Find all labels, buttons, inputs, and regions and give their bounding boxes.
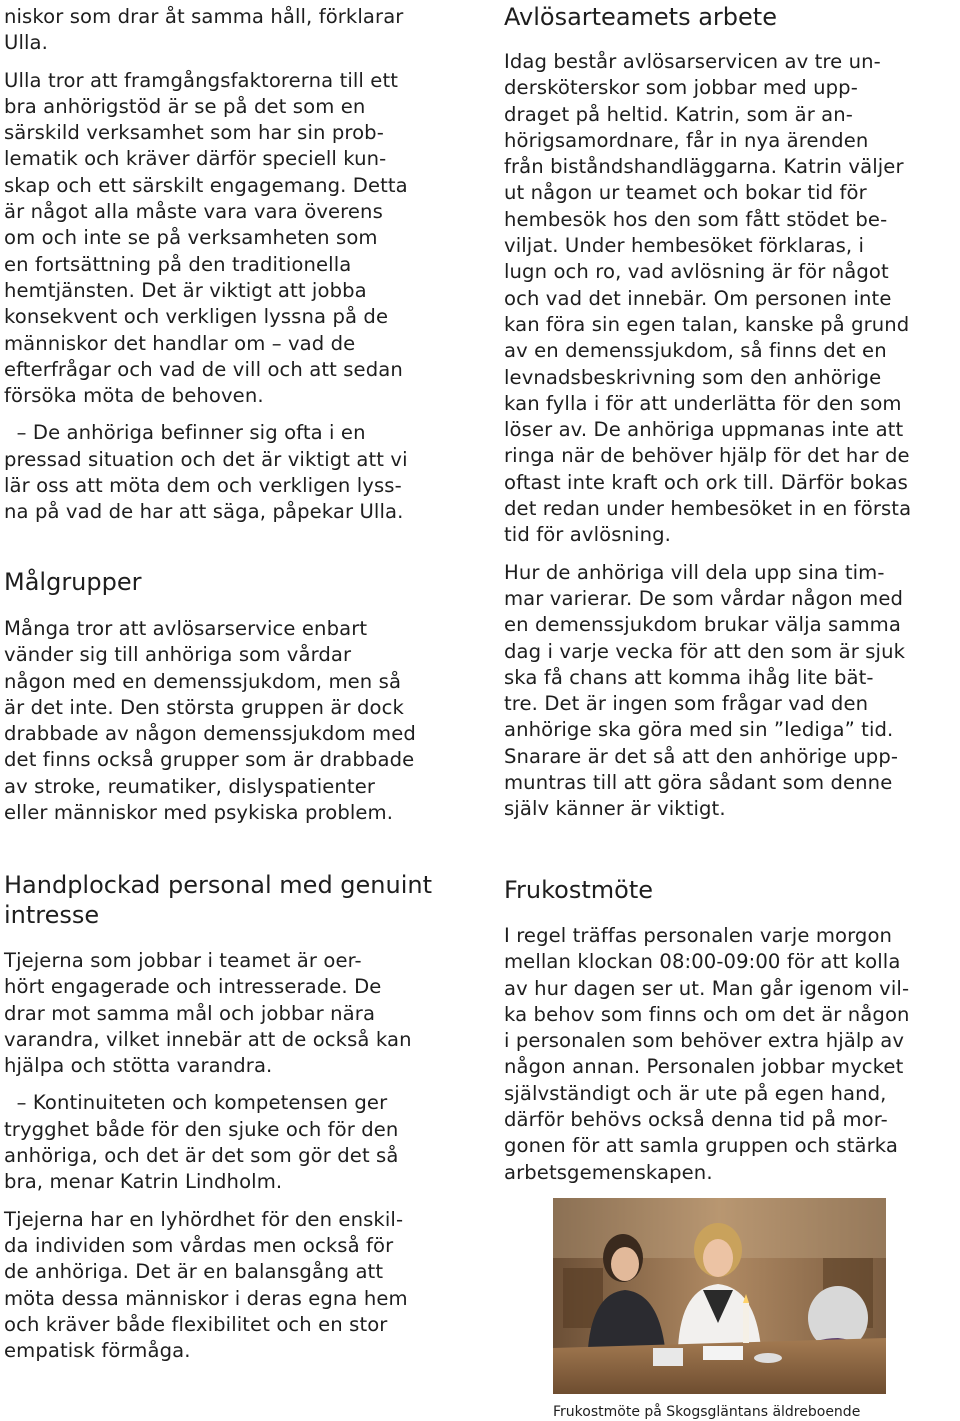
paragraph: niskor som drar åt samma håll, förklarar Ulla. (4, 5, 404, 55)
breakfast-meeting-photo (553, 1198, 886, 1394)
paragraph: I regel träffas personalen varje morgon mellan klockan 08:00-09:00 för att kolla av hur dagen ser ut. Man går igenom vil- ka behov som finns och om det är någon i personalen som behöver extra hjälp av någon annan. Personalen jobbar mycket självständigt och är ute på egen hand, därför behövs också denna tid på mor- gonen för att samla gruppen och stärka arbetsgemenskapen. (504, 924, 910, 1184)
column-left-bottom (4, 948, 474, 1364)
paragraph: Tjejerna som jobbar i teamet är oer- hört engagerade och intresserade. De drar mot samma mål och jobbar nära varandra, vilket innebär att de också kan hjälpa och stötta varandra. (4, 949, 412, 1078)
paragraph: Idag består avlösarservicen av tre un- dersköterskor som jobbar med upp- draget på heltid. Katrin, som är an- hörigsamordnare, får in nya ärenden från biståndshandläggarna. Katrin väljer ut någon ur teamet och bokar tid för hembesök hos den som fått stödet be- viljat. Under hembesöket förklaras, i lugn och ro, vad avlösning är för något och vad det innebär. Om personen inte kan föra sin egen talan, kanske på grund av en demenssjukdom, så finns det en levnadsbeskrivning som den anhörige kan fylla i för att underlätta för den som löser av. De anhöriga uppmanas inte att ringa när de behöver hjälp för det har de oftast inte kraft och ork till. Därför bokas det redan under hembesöket in en första tid för avlösning. (504, 50, 912, 547)
quote-paragraph: – De anhöriga befinner sig ofta i en pressad situation och det är viktigt att vi lär oss att möta dem och verkligen lyss- na på vad de har att säga, påpekar Ulla. (4, 421, 408, 524)
paragraph: Hur de anhöriga vill dela upp sina tim- mar varierar. De som vårdar någon med en demenssjukdom brukar välja samma dag i varje vecka för att den som är sjuk ska få chans att komma ihåg lite bät- tre. Det är ingen som frågar vad den anhörige ska göra med sin ”lediga” tid. Snarare är det så att den anhörige upp- muntras till att göra sådant som denne själv känner är viktigt. (504, 560, 906, 821)
section-heading-malgrupper: Målgrupper (4, 568, 142, 596)
section-heading-avlosarteamets-arbete: Avlösarteamets arbete (504, 3, 777, 31)
quote-paragraph: – Kontinuiteten och kompetensen ger trygghet både för den sjuke och för den anhöriga, och det är det som gör det så bra, menar Katrin Lindholm. (4, 1091, 399, 1194)
photo-caption: Frukostmöte på Skogsgläntans äldreboende (553, 1404, 861, 1420)
paragraph: Tjejerna har en lyhördhet för den enskil- da individen som vårdas men också för de anhöriga. Det är en balansgång att möta dessa människor i deras egna hem och kräver både flexibilitet och en stor empatisk förmåga. (4, 1207, 408, 1363)
column-left-top (4, 4, 474, 526)
section-heading-handplockad-personal: Handplockad personal med genuint intresse (4, 871, 433, 929)
photo-illustration (553, 1198, 886, 1394)
section-heading-frukostmote: Frukostmöte (504, 876, 654, 904)
paragraph: Många tror att avlösarservice enbart vänder sig till anhöriga som vårdar någon med en demenssjukdom, men så är det inte. Den största gruppen är dock drabbade av någon demenssjukdom med det finns också grupper som är drabbade av stroke, reumatiker, dislyspatienter eller människor med psykiska problem. (4, 617, 416, 825)
column-right-top (504, 49, 960, 823)
paragraph: Ulla tror att framgångsfaktorerna till ett bra anhörigstöd är se på det som en särskild verksamhet som har sin prob- lematik och kräver därför speciell kun- skap och ett särskilt engagemang. Detta är något alla måste vara vara överens om och inte se på verksamheten som en fortsättning på den traditionella hemtjänsten. Det är viktigt att jobba konsekvent och verkligen lyssna på de människor det handlar om – vad de efterfrågar och vad de vill och att sedan försöka möta de behoven. (4, 68, 408, 408)
